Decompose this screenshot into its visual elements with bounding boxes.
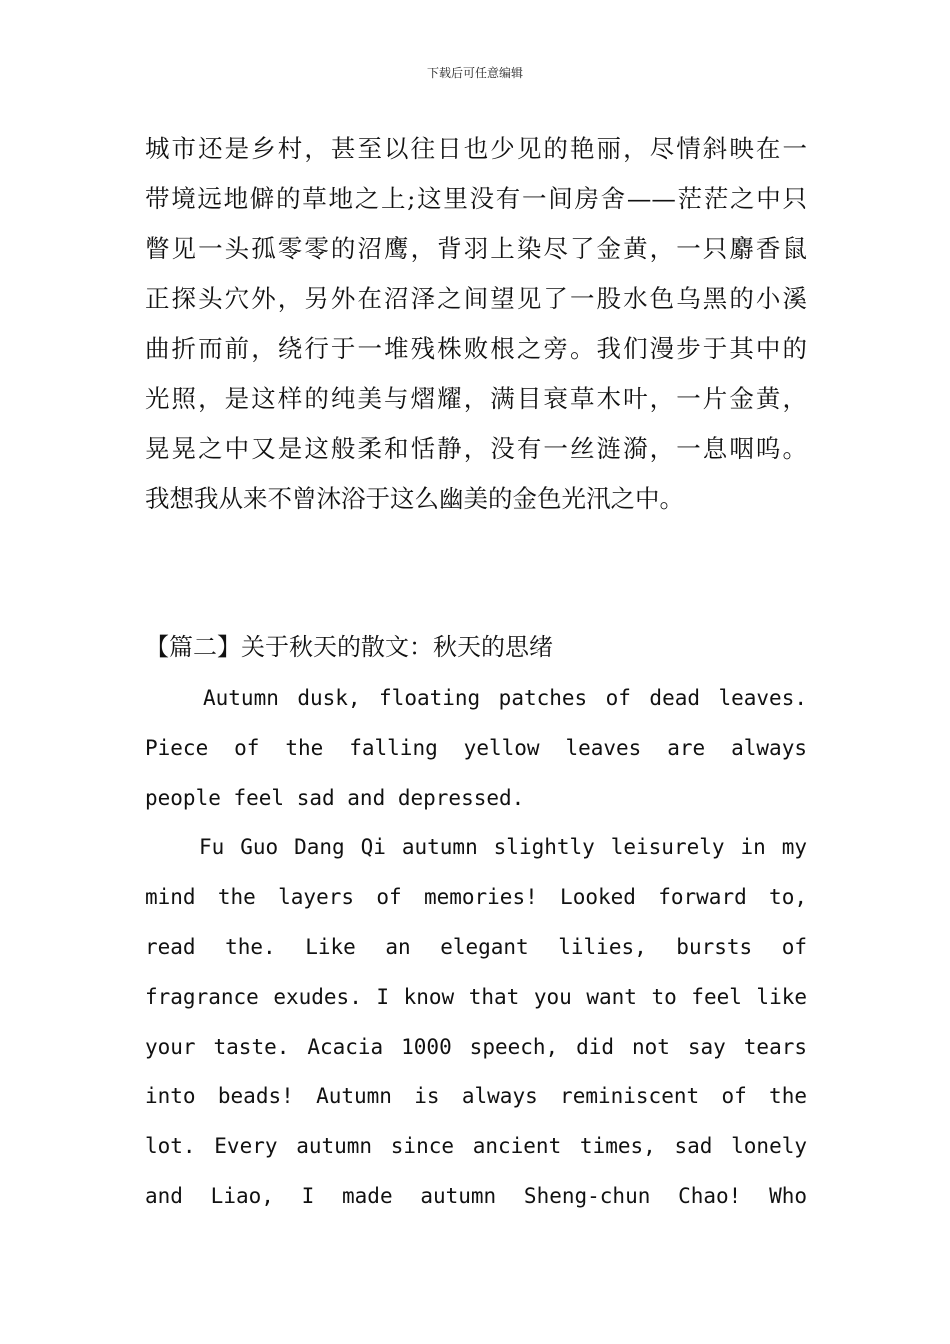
- paragraph-line: Piece of the falling yellow leaves are always: [145, 736, 807, 760]
- paragraph-line: and Liao, I made autumn Sheng-chun Chao! Who: [145, 1184, 807, 1208]
- paragraph-line: Autumn dusk, floating patches of dead leaves.: [203, 686, 807, 710]
- paragraph-line: Fu Guo Dang Qi autumn slightly leisurely in my: [199, 835, 807, 859]
- paragraph-line: lot. Every autumn since ancient times, sad lonely: [145, 1134, 807, 1158]
- passage-line: 城市还是乡村，甚至以往日也少见的艳丽，尽情斜映在一: [145, 134, 807, 163]
- passage-line: 光照，是这样的纯美与熠耀，满目衰草木叶，一片金黄，: [145, 384, 807, 413]
- paragraph-line: mind the layers of memories! Looked forward to,: [145, 885, 807, 909]
- passage-line: 我想我从来不曾沐浴于这么幽美的金色光汛之中。: [145, 484, 684, 513]
- page-header: 下载后可任意编辑: [426, 66, 523, 80]
- passage-line: 瞥见一头孤零零的沼鹰，背羽上染尽了金黄，一只麝香鼠: [145, 234, 807, 263]
- paragraph-line: into beads! Autumn is always reminiscent of the: [145, 1084, 807, 1108]
- paragraph-line: fragrance exudes. I know that you want to feel like: [145, 985, 807, 1009]
- passage-line: 带境远地僻的草地之上;这里没有一间房舍——茫茫之中只: [145, 184, 807, 213]
- passage-line: 晃晃之中又是这般柔和恬静，没有一丝涟漪，一息咽呜。: [145, 434, 807, 463]
- passage-line: 曲折而前，绕行于一堆残株败根之旁。我们漫步于其中的: [145, 334, 807, 363]
- paragraph-line: your taste. Acacia 1000 speech, did not say tears: [145, 1035, 807, 1059]
- section-heading: 【篇二】关于秋天的散文：秋天的思绪: [145, 633, 553, 661]
- paragraph-line: read the. Like an elegant lilies, bursts of: [145, 935, 807, 959]
- passage-line: 正探头穴外，另外在沼泽之间望见了一股水色乌黑的小溪: [145, 284, 807, 313]
- paragraph-line: people feel sad and depressed.: [145, 786, 525, 810]
